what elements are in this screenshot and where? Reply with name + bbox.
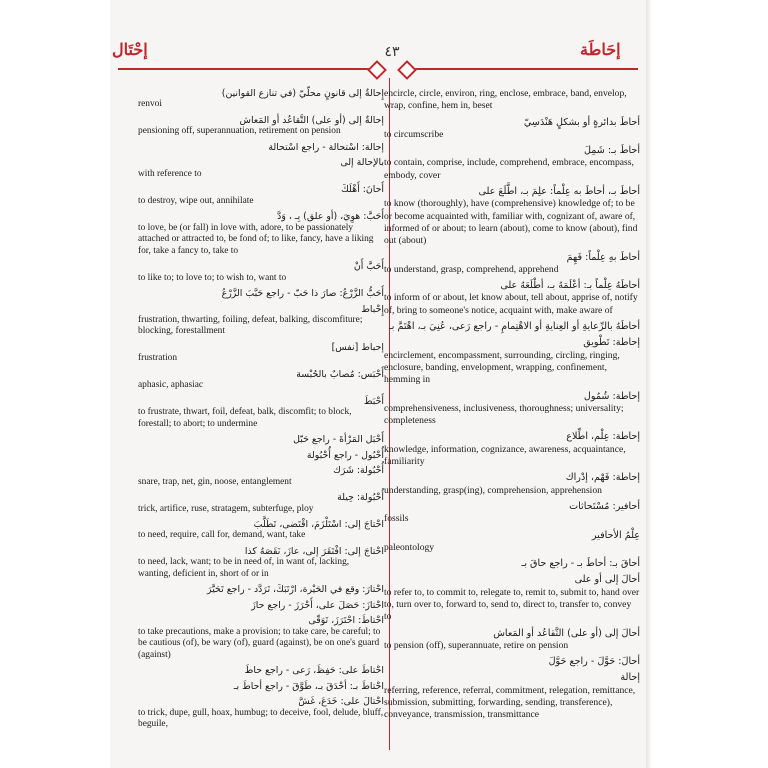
arabic-headword: أحاقَ بـ: أحاطَ بـ - راجع حاقَ بـ [521,558,640,570]
arabic-headword: أَحانَ: أَهْلَكَ [341,184,384,196]
arabic-headword: أُحْبُول - راجع أُحْبُولة [306,449,384,461]
dictionary-entry [384,321,640,333]
english-definition: knowledge, information, cognizance, awareness, acquaintance, familiarity [384,443,626,468]
arabic-headword: إحاطة: شُمُول [583,390,640,402]
arabic-headword: أَحَبُّ الزَّرْعُ: صارَ ذا حَبّ - راجع حَبَّبَ الزَّرْعُ [221,288,384,300]
dictionary-entry [384,628,640,653]
dictionary-entry [138,546,384,580]
dictionary-entry [138,142,384,153]
arabic-headword: إحاطة: تَطْويق [583,337,640,349]
arabic-headword: أحالَ: حَوَّلَ - راجع حَوَّلَ [548,656,640,668]
english-definition: to need, require, call for, demand, want, take [138,530,306,541]
english-definition: pensioning off, superannuation, retirement on pension [138,126,341,137]
page-number: ٤٣ [384,45,400,60]
english-definition: comprehensiveness, inclusiveness, thoroughness; universality; completeness [384,402,624,427]
dictionary-entry [384,337,640,386]
english-definition: paleontology [384,541,435,553]
dictionary-entry [138,157,384,180]
english-definition: aphasic, aphasiac [138,380,204,391]
dictionary-entry [138,600,384,611]
arabic-headword: أَحْبَل المَرْأةَ - راجع حَبّل [293,434,384,446]
dictionary-entry [138,369,384,392]
arabic-headword: احْتازَ: حَصَلَ على، أَحْرَزَ - راجع حازَ [251,599,384,611]
english-definition: to destroy, wipe out, annihilate [138,195,254,206]
dictionary-entry [384,252,640,277]
dictionary-entry [138,450,384,461]
dictionary-entry [138,615,384,661]
arabic-headword: أحاطَ بهِ عِلْماً: فَهِمَ [566,251,640,263]
arabic-headword: أحافير: مُسْتَحاثات [569,500,640,512]
english-definition: to take precautions, make a provision; to take care, be careful; to be cautious (of), be wary (of), guard (against), be on one's guard (against) [138,626,381,660]
dictionary-entry [138,261,384,284]
arabic-headword: إحاطة: فَهْم، إدْراك [565,472,640,484]
english-definition: snare, trap, net, gin, noose, entanglement [138,476,292,487]
dictionary-entry [384,431,640,468]
english-definition: to refer to, to commit to, relegate to, remit to, submit to, hand over to, turn over to, forward to, send to, direct to, transfer to, convey to [384,586,640,623]
arabic-headword: أُحْبُولة: شَرَك [333,465,384,477]
dictionary-entry [384,672,640,721]
english-definition: to trick, dupe, gull, hoax, humbug; to deceive, fool, delude, bluff, beguile, [138,707,384,730]
arabic-headword: إحالة [620,672,640,684]
arabic-headword: إحباط [نفس] [331,341,384,353]
arabic-headword: أحالَ إلى أو على [574,574,640,586]
english-definition: frustration [138,353,178,364]
left-column [138,88,384,735]
arabic-headword: بالإحالة إلى [340,157,384,169]
english-definition: fossils [384,513,409,525]
dictionary-entry [384,472,640,497]
english-definition: referring, reference, referral, commitment, relegation, remittance, submission, submitting, forwarding, sending, transference), conveyance, transmission, transmittance [384,684,636,721]
arabic-headword: احْتاطَ على: حَفِظَ، رَعى - راجع حاطَ [244,665,384,677]
english-definition: to inform of or about, let know about, tell about, apprise of, notify of, bring to someone's notice, acquaint with, make aware of [384,292,638,316]
english-definition: to need, lack, want; to be in need of, in want of, lacking, wanting, deficient in, short of or in [138,557,350,579]
dictionary-entry [384,530,640,555]
arabic-headword: احْتالَ على: خَدَعَ، غَشَّ [298,696,384,708]
english-definition: understanding, grasp(ing), comprehension, apprehension [384,484,602,496]
dictionary-entry [138,288,384,299]
dictionary-entry [384,558,640,570]
dictionary-entry [138,465,384,488]
english-definition: with reference to [138,168,202,179]
arabic-headword: احْتاجَ إلى: اسْتَلْزَمَ، اقْتَضى، تَطَلَّبَ [253,519,384,530]
english-definition: to like to; to love to; to wish to, want to [138,272,287,283]
dictionary-entry [138,184,384,207]
right-column [384,88,640,726]
dictionary-entry [138,519,384,542]
english-definition: trick, artifice, ruse, stratagem, subterfuge, ploy [138,503,314,514]
arabic-headword: إحالة: اسْتحالة - راجع اسْتحالة [268,141,384,153]
dictionary-entry [384,186,640,247]
arabic-headword: أَحْبَس: مُصابٌ بالحُبْسة [296,368,384,380]
dictionary-entry [384,88,640,113]
arabic-headword: إحاطة: عِلْم، اطِّلاع [566,431,640,443]
english-definition: to circumscribe [384,128,444,140]
arabic-headword: أحاطَهُ عِلْماً بـ: أعْلَمَهُ بـ، أطْلَعَهُ على [500,280,640,292]
dictionary-entry [138,211,384,257]
arabic-headword: عِلْمُ الأحافير [591,529,640,541]
header-rule-right [412,68,638,70]
arabic-headword: أحاطَ بـ: شَمِلَ [583,145,640,157]
dictionary-entry [138,342,384,365]
english-definition: renvoi [138,99,162,110]
dictionary-entry [138,584,384,595]
dictionary-entry [138,396,384,430]
arabic-headword: أُحْبُولة: حِيلة [337,492,384,504]
english-definition: to contain, comprise, include, comprehend, embrace, encompass, embody, cover [384,157,634,181]
arabic-headword: إحالةٌ إلى (أو على) التَّقاعُد أو المَعاش [239,114,384,126]
english-definition: to pension (off), superannuate, retire on pension [384,639,569,651]
page-edge-shadow [646,0,652,768]
dictionary-entry [384,117,640,142]
dictionary-entry [384,501,640,526]
header-rule-left [118,68,372,70]
arabic-headword: احْتارَ: وقع في الحَيْرة، ارْتَبَكَ، تَرَدَّد - راجع تَحَيَّرَ [207,584,384,596]
right-guide-word: إحَاطَة [580,42,621,59]
dictionary-entry [138,665,384,676]
dictionary-entry [138,696,384,730]
arabic-headword: أَحْبَطَ [363,395,384,407]
arabic-headword: أَحَبَّ: هوِيَ، (أو علق) بِـ ، وَدَّ [277,211,384,223]
english-definition: encirclement, encompassment, surrounding, circling, ringing, enclosure, banding, envelopment, wrapping, confinement, hemming in [384,349,620,386]
dictionary-entry [138,88,384,111]
arabic-headword: إِحالةٌ إلى قانونٍ محلّيّ (في تنازع القوانين) [221,88,384,99]
arabic-headword: احْتاطَ: احْتَرَزَ، تَوَقّى [308,615,384,627]
left-guide-word: إحْتَال [112,42,148,59]
arabic-headword: أحاطَهُ بالرِّعايةِ أو العِنايةِ أو الاهْتِمامِ - راجع رَعى، عُنِيَ بـ، اهْتَمَّ بـ [388,321,640,333]
arabic-headword: أحاطَ بـ، أحاطَ به عِلْماً: علِمَ بـ، اطَّلَعَ على [478,186,640,198]
arabic-headword: احْتاطَ بـ: أحْدَقَ بـ، طَوَّقَ - راجع أحاطَ بـ [233,680,384,692]
arabic-headword: أحالَ إلى (أو على) التَّقاعُد أو المَعاش [493,627,640,639]
dictionary-entry [138,304,384,338]
english-definition: to frustrate, thwart, foil, defeat, balk, discomfit; to block, forestall; to abort; to undermine [138,407,352,429]
english-definition: to know (thoroughly), have (comprehensive) knowledge of; to be or become acquainted with, familiar with, cognizant of, aware of, informed of or about; to learn (about), come to know (about), find out (about) [384,198,638,247]
arabic-headword: أحاطَ بدائرةٍ أو بشكلٍ هَنْدَسِيّ [523,116,640,128]
english-definition: to understand, grasp, comprehend, apprehend [384,263,559,275]
english-definition: to love, be (or fall) in love with, adore, to be passionately attached or attracted to, be fond of; to like, fancy, have a liking for, take a fancy to, take to [138,222,374,256]
dictionary-entry [138,115,384,138]
english-definition: frustration, thwarting, foiling, defeat, balking, discomfiture; blocking, forestallment [138,314,363,337]
dictionary-entry [138,434,384,445]
english-definition: encircle, circle, environ, ring, enclose, embrace, band, envelop, wrap, confine, hem in, beset [384,88,627,112]
dictionary-entry [138,492,384,515]
dictionary-entry [384,574,640,623]
dictionary-entry [384,656,640,668]
arabic-headword: احْتاجَ إلى: افْتَقَرَ إلى، عازَ، نَقَصَهُ كذا [244,545,384,557]
dictionary-entry [384,391,640,428]
arabic-headword: إِحْباط [361,303,384,315]
dictionary-entry [138,681,384,692]
dictionary-entry [384,280,640,317]
dictionary-entry [384,145,640,182]
arabic-headword: أَحَبَّ أَنْ [353,261,384,273]
